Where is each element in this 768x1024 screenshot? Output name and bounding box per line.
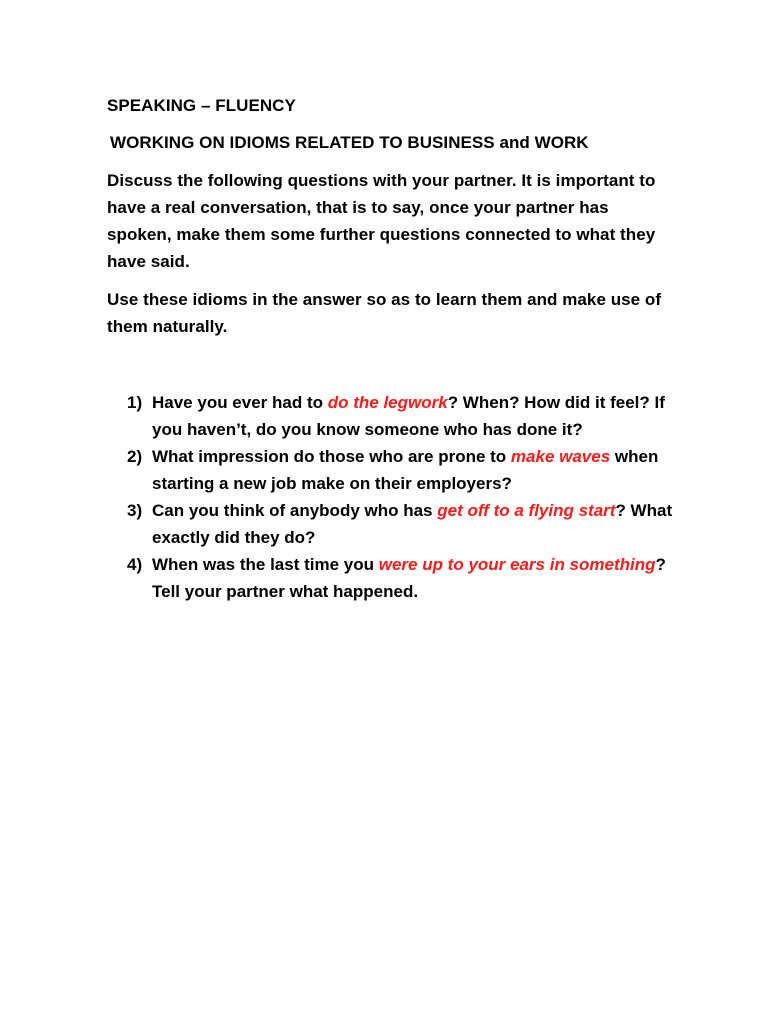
question-list — [127, 389, 687, 605]
document-subtitle: WORKING ON IDIOMS RELATED TO BUSINESS and WORK — [110, 133, 589, 152]
question-item-4 — [127, 551, 687, 605]
idiom-highlight: were up to your ears in something — [378, 555, 656, 574]
question-number: 4) — [127, 555, 143, 574]
question-text-before: What impression do those who are prone to — [152, 447, 511, 466]
question-text-after: ? Tell your partner what happened. — [152, 555, 666, 601]
document-title: SPEAKING – FLUENCY — [107, 96, 296, 115]
question-number: 3) — [127, 501, 143, 520]
idiom-highlight: do the legwork — [327, 393, 448, 412]
question-text-before: Can you think of anybody who has — [152, 501, 438, 520]
question-item-2 — [127, 443, 687, 497]
idiom-highlight: get off to a flying start — [437, 501, 616, 520]
question-text-after: ? What exactly did they do? — [152, 501, 673, 547]
question-text-after: ? When? How did it feel? If you haven’t, do you know someone who has done it? — [152, 393, 665, 439]
question-number: 1) — [127, 393, 143, 412]
idiom-usage-paragraph: Use these idioms in the answer so as to learn them and make use of them naturally. — [107, 290, 662, 336]
instructions-paragraph: Discuss the following questions with your partner. It is important to have a real conversation, that is to say, once your partner has spoken, make them some further questions connected to what they have said. — [107, 171, 656, 271]
question-text-before: Have you ever had to — [152, 393, 328, 412]
question-number: 2) — [127, 447, 143, 466]
question-text-before: When was the last time you — [152, 555, 379, 574]
idiom-highlight: make waves — [510, 447, 611, 466]
question-item-3 — [127, 497, 687, 551]
question-text-after: when starting a new job make on their employers? — [152, 447, 659, 493]
question-item-1 — [127, 389, 687, 443]
